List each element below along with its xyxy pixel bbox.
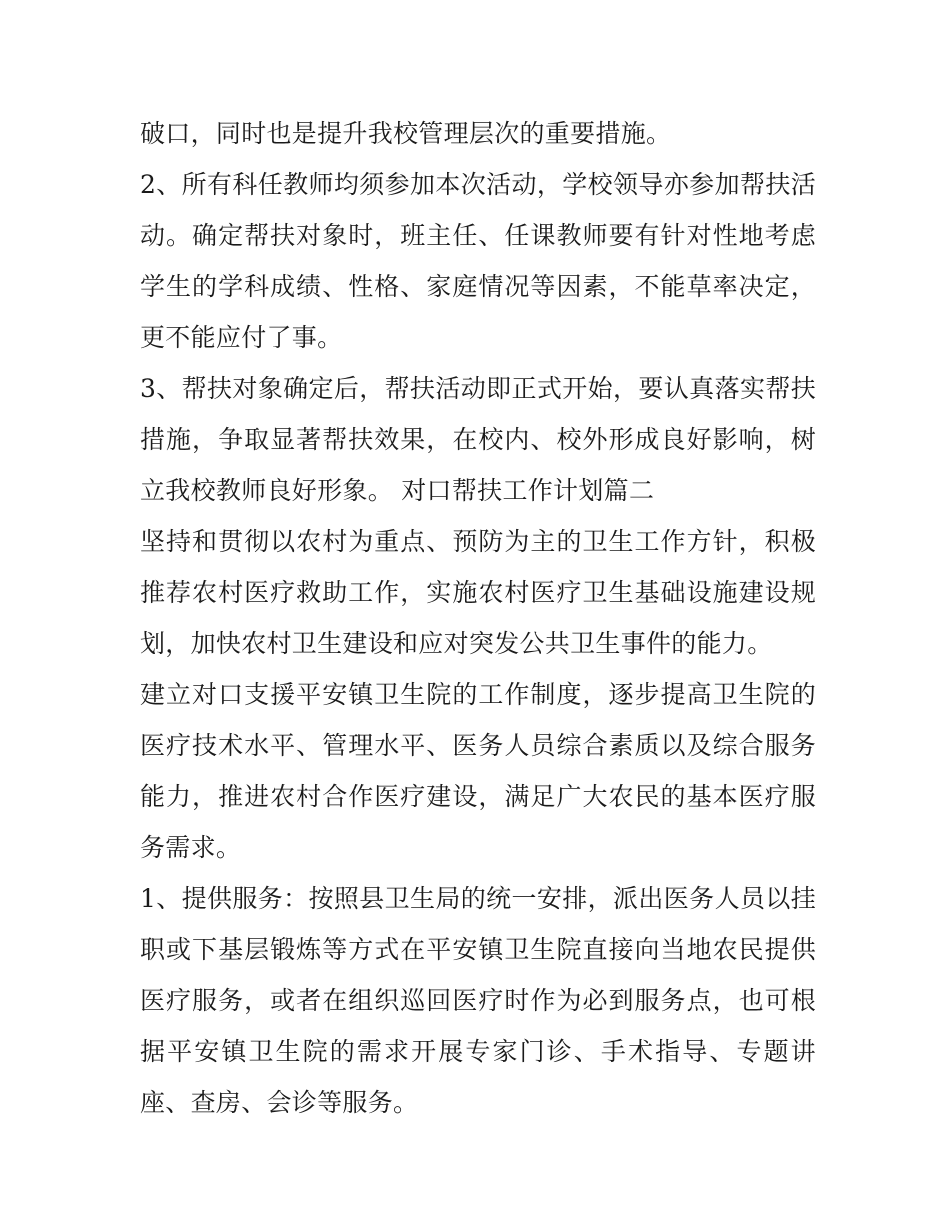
document-body — [140, 108, 816, 1128]
paragraph-item-1-service: 1、提供服务：按照县卫生局的统一安排，派出医务人员以挂职或下基层锻炼等方式在平安镇卫生院直接向当地农民提供医疗服务，或者在组织巡回医疗时作为必到服务点，也可根据平安镇卫生院的需求开展专家门诊、手术指导、专题讲座、查房、会诊等服务。 — [140, 884, 816, 1117]
paragraph-item-2: 2、所有科任教师均须参加本次活动，学校领导亦参加帮扶活动。确定帮扶对象时，班主任、任课教师要有针对性地考虑学生的学科成绩、性格、家庭情况等因素，不能草率决定，更不能应付了事。 — [140, 170, 816, 352]
paragraph-item-3: 3、帮扶对象确定后，帮扶活动即正式开始，要认真落实帮扶措施，争取显著帮扶效果，在校内、校外形成良好影响，树立我校教师良好形象。 对口帮扶工作计划篇二 — [140, 374, 816, 505]
paragraph-system: 建立对口支援平安镇卫生院的工作制度，逐步提高卫生院的医疗技术水平、管理水平、医务人员综合素质以及综合服务能力，推进农村合作医疗建设，满足广大农民的基本医疗服务需求。 — [140, 680, 816, 862]
paragraph-continuation: 破口，同时也是提升我校管理层次的重要措施。 — [140, 119, 672, 148]
paragraph-policy: 坚持和贯彻以农村为重点、预防为主的卫生工作方针，积极推荐农村医疗救助工作，实施农村医疗卫生基础设施建设规划，加快农村卫生建设和应对突发公共卫生事件的能力。 — [140, 527, 816, 658]
